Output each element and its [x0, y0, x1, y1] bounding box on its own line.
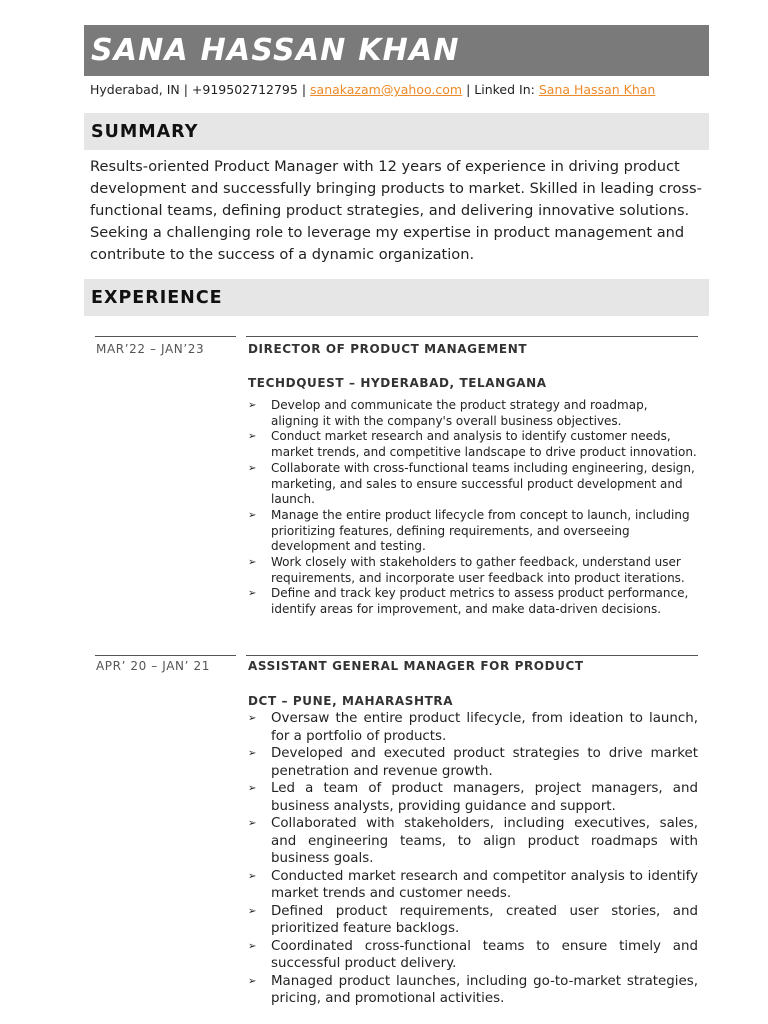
arrow-bullet-icon: ➢ [248, 588, 257, 600]
contact-location: Hyderabad, IN [90, 82, 180, 97]
list-item: ➢ Defined product requirements, created user stories, and prioritized feature backlogs. [248, 903, 698, 936]
linkedin-link[interactable]: Sana Hassan Khan [538, 82, 656, 97]
job-company: TECHDQUEST – HYDERABAD, TELANGANA [248, 376, 547, 390]
list-item: ➢ Managed product launches, including go-to-market strategies, pricing, and promotional activities. [248, 973, 698, 1006]
contact-phone: +919502712795 [191, 82, 298, 97]
list-item: ➢ Developed and executed product strategies to drive market penetration and revenue growth. [248, 746, 698, 779]
list-item: ➢ Oversaw the entire product lifecycle, from ideation to launch, for a portfolio of products. [248, 711, 698, 744]
list-item: ➢ Coordinated cross-functional teams to ensure timely and successful product delivery. [248, 938, 698, 971]
arrow-bullet-icon: ➢ [248, 783, 257, 794]
list-item: ➢ Define and track key product metrics to assess product performance, identify areas for improvement, and make data-driven decisions. [248, 586, 689, 617]
contact-separator: | [301, 82, 307, 97]
list-item: ➢ Manage the entire product lifecycle from concept to launch, including prioritizing features, defining requirements, and overseeing development and testing. [248, 507, 690, 554]
list-item: ➢ Develop and communicate the product strategy and roadmap, aligning it with the company's overall business objectives. [248, 398, 648, 428]
summary-heading-bar [84, 113, 709, 150]
contact-line [90, 82, 655, 97]
arrow-bullet-icon: ➢ [248, 975, 257, 987]
linkedin-label: Linked In: [474, 82, 535, 97]
contact-separator: | [183, 82, 188, 97]
list-item: ➢ Conduct market research and analysis to identify customer needs, market trends, and competitive landscape to drive product innovation. [248, 429, 697, 460]
summary-text: Results-oriented Product Manager with 12 years of experience in driving product development and successfully bringing products to market. Skilled in leading cross-functional teams, defining product strategies, and delivering innovative solutions. Seeking a challenging role to leverage my expertise in product management and contribute to the success of a dynamic organization. [90, 158, 702, 263]
role-divider [246, 336, 698, 337]
arrow-bullet-icon: ➢ [248, 400, 257, 411]
arrow-bullet-icon: ➢ [248, 431, 257, 443]
date-divider [95, 655, 236, 656]
date-divider [95, 336, 236, 337]
list-item: ➢ Collaborate with cross-functional teams including engineering, design, marketing, and sales to ensure successful product development and launch. [248, 460, 695, 507]
job-bullets [248, 398, 698, 618]
arrow-bullet-icon: ➢ [248, 713, 257, 724]
experience-heading: EXPERIENCE [91, 287, 223, 308]
arrow-bullet-icon: ➢ [248, 940, 257, 952]
arrow-bullet-icon: ➢ [248, 557, 257, 569]
arrow-bullet-icon: ➢ [248, 462, 257, 474]
list-item: ➢ Conducted market research and competitor analysis to identify market trends and customer needs. [248, 868, 698, 901]
list-item: ➢ Collaborated with stakeholders, including executives, sales, and engineering teams, to align product roadmaps with business goals. [248, 816, 698, 866]
arrow-bullet-icon: ➢ [248, 870, 257, 882]
job-dates: APR’ 20 – JAN’ 21 [96, 659, 210, 673]
job-dates: MAR’22 – JAN’23 [96, 342, 205, 356]
arrow-bullet-icon: ➢ [248, 818, 257, 829]
list-item: ➢ Work closely with stakeholders to gather feedback, understand user requirements, and incorporate user feedback into product iterations. [248, 555, 685, 585]
list-item: ➢ Led a team of product managers, project managers, and business analysts, providing guidance and support. [248, 781, 698, 814]
experience-heading-bar [84, 279, 709, 316]
job-company: DCT – PUNE, MAHARASHTRA [248, 694, 454, 708]
role-divider [246, 655, 698, 656]
job-title: ASSISTANT GENERAL MANAGER FOR PRODUCT [248, 659, 584, 673]
candidate-name: SANA HASSAN KHAN [91, 33, 460, 68]
summary-heading: SUMMARY [91, 121, 199, 142]
contact-separator: | [466, 82, 471, 97]
arrow-bullet-icon: ➢ [248, 509, 257, 521]
job-title: DIRECTOR OF PRODUCT MANAGEMENT [248, 342, 528, 356]
email-link[interactable]: sanakazam@yahoo.com [310, 82, 463, 97]
arrow-bullet-icon: ➢ [248, 905, 257, 917]
job-bullets [248, 710, 698, 1008]
name-header [84, 25, 709, 76]
arrow-bullet-icon: ➢ [248, 748, 257, 759]
